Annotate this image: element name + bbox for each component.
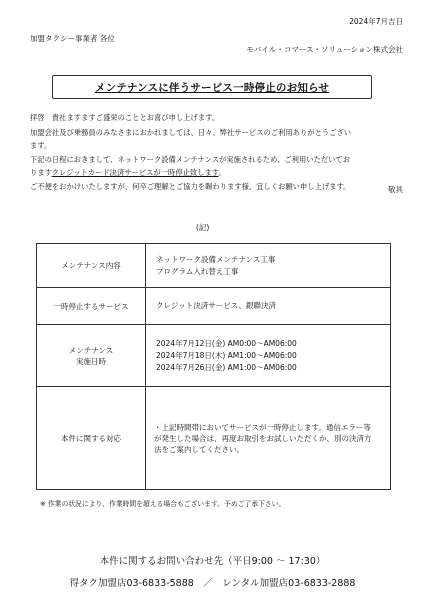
table-row — [37, 244, 391, 288]
table-row — [37, 325, 391, 387]
body-line-6: ご不便をおかけいたしますが、何卒ご理解とご協力を賜わります様、宜しくお願い申し上げます。 — [30, 182, 351, 191]
row-label-suspended-service: 一時停止するサービス — [37, 288, 146, 325]
row-label-response: 本件に関する対応 — [37, 387, 146, 490]
row-value-suspended-service: クレジット決済サービス、銀聯決済 — [146, 288, 391, 325]
body-line-3: ます。 — [30, 141, 52, 150]
ki-label: (記) — [196, 223, 210, 232]
title-box — [52, 75, 372, 99]
body-line-1: 拝啓 貴社ますますご盛栄のこととお喜び申し上げます。 — [30, 113, 220, 122]
maintenance-content-line: ネットワーク設備メンテナンス工事 — [156, 254, 276, 264]
schedule-date: 2024年7月18日(木) AM1:00～AM06:00 — [156, 350, 297, 360]
row-value-schedule — [146, 325, 391, 387]
row-value-maintenance-content — [146, 244, 391, 288]
addressee: 加盟タクシー事業者 各位 — [30, 34, 115, 43]
row-value-response-note: ・上記時間帯においてサービスが一時停止します。通信エラー等が発生した場合は、再度お取引をお試しいただくか、別の決済方法をご案内してください。 — [146, 387, 391, 490]
issue-date: 2024年7月吉日 — [349, 17, 403, 26]
body-line-5-prefix: ります — [30, 168, 52, 177]
row-label-maintenance-content: メンテナンス内容 — [37, 244, 146, 288]
schedule-label-line: メンテナンス — [68, 345, 114, 355]
schedule-label-line: 実施日時 — [76, 356, 106, 366]
schedule-date: 2024年7月26日(金) AM1:00～AM06:00 — [156, 362, 297, 372]
table-row — [37, 387, 391, 490]
contact-phone-line: 得タク加盟店03-6833-5888 ／ レンタル加盟店03-6833-2888 — [69, 578, 356, 589]
info-table — [36, 243, 391, 490]
body-line-4: 下記の日程におきまして、ネットワーク設備メンテナンスが実施されるため、ご利用いただいてお — [30, 155, 351, 164]
body-line-5 — [30, 168, 226, 178]
sender: モバイル・コマース・ソリューション株式会社 — [246, 45, 403, 54]
table-row — [37, 288, 391, 325]
footnote: ※ 作業の状況により、作業時間を超える場合もございます。予めご了承下さい。 — [40, 500, 286, 508]
credit-card-notice-link[interactable]: クレジットカード決済サービスが一時停止致します — [51, 168, 219, 177]
page-title: メンテナンスに伴うサービス一時停止のお知らせ — [94, 81, 330, 94]
row-label-schedule — [37, 325, 146, 387]
contact-title: 本件に関するお問い合わせ先（平日9:00 ～ 17:30） — [99, 556, 326, 567]
maintenance-content-line: プログラム入れ替え工事 — [156, 266, 239, 276]
schedule-date: 2024年7月12日(金) AM0:00～AM06:00 — [156, 338, 297, 348]
body-line-5-suffix: 。 — [218, 168, 226, 177]
closing-keigu: 敬具 — [388, 185, 403, 194]
body-line-2: 加盟会社及び乗務員のみなさまにおかれましては、日々、弊社サービスのご利用ありがとうござい — [30, 128, 352, 137]
